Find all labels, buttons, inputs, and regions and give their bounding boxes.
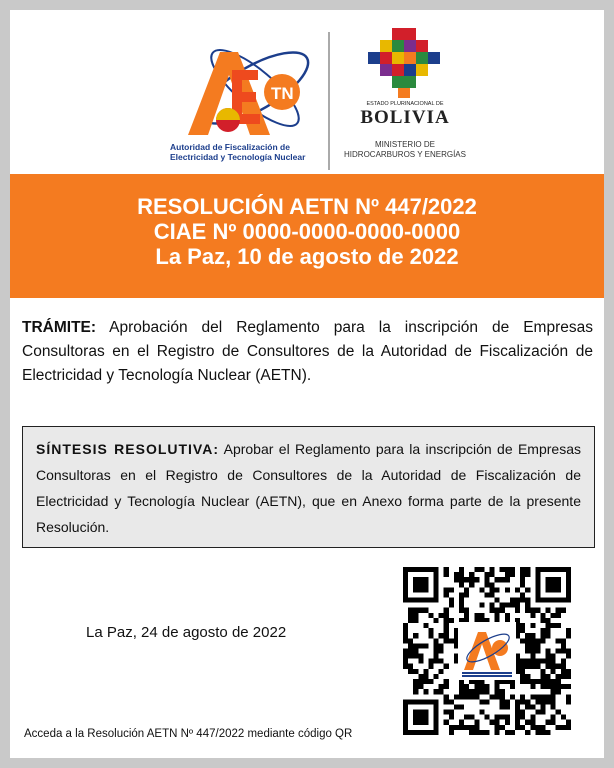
resolution-banner [10,174,604,298]
qr-footer-note: Acceda a la Resolución AETN Nº 447/2022 mediante código QR [24,728,353,740]
aetn-name-line1: Autoridad de Fiscalización de [170,142,290,152]
tramite-text: Aprobación del Reglamento para la inscripción de Empresas Consultoras en el Registro de Consultores de la Autoridad de Fiscalización de Electricidad y Tecnología Nuclear (AETN). [22,319,593,384]
resolution-date: La Paz, 10 de agosto de 2022 [155,244,459,269]
bolivia-seal-icon [368,28,440,98]
ciae-number: CIAE Nº 0000-0000-0000-0000 [153,219,461,244]
ministry-line2: HIDROCARBUROS Y ENERGÍAS [344,150,466,159]
tramite-label: TRÁMITE: [22,319,97,336]
resolution-document [10,10,604,758]
aetn-logo-icon [170,40,330,140]
qr-aetn-logo-icon [458,622,516,680]
tramite-paragraph [22,316,593,388]
signature-date: La Paz, 24 de agosto de 2022 [86,624,287,641]
sintesis-label: SÍNTESIS RESOLUTIVA: [36,441,220,457]
ministry-line1: MINISTERIO DE [374,140,435,149]
aetn-name-line2: Electricidad y Tecnología Nuclear [170,152,306,162]
aetn-name [170,142,330,162]
svg-text:TN: TN [271,84,294,103]
resolution-number: RESOLUCIÓN AETN Nº 447/2022 [137,194,477,219]
header-divider [328,32,330,170]
ministry-label [340,140,470,160]
bolivia-label: BOLIVIA [360,107,450,128]
sintesis-box [22,426,595,548]
state-label: ESTADO PLURINACIONAL DE [366,101,444,107]
sintesis-text: Aprobar el Reglamento para la inscripción de Empresas Consultoras en el Registro de Consultores de la Autoridad de Fiscalización de Electricidad y Tecnología Nuclear (AETN), que en Anexo forma parte de la presente Resolución. [36,441,581,535]
